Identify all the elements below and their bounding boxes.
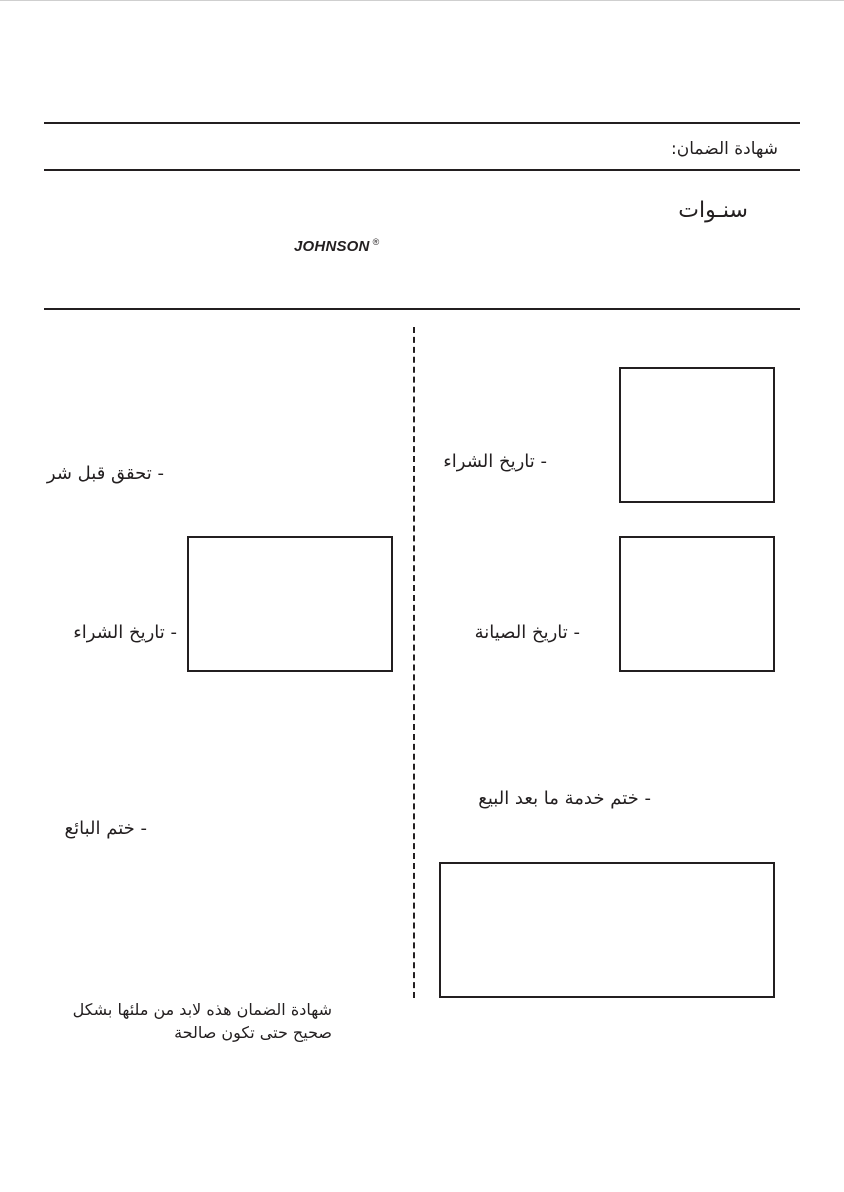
after-sales-stamp-label: - ختم خدمة ما بعد البيع — [478, 788, 651, 809]
right-purchase-date-box[interactable] — [619, 367, 775, 503]
column-divider — [413, 327, 415, 998]
left-purchase-date-label: - تاريخ الشراء — [73, 622, 177, 643]
header-top-rule — [44, 122, 800, 124]
footer-note-line-2: صحيح حتى تكون صالحة — [174, 1023, 332, 1042]
left-purchase-date-box[interactable] — [187, 536, 393, 672]
registered-mark: ® — [372, 237, 380, 247]
maintenance-date-label: - تاريخ الصيانة — [474, 622, 580, 643]
section-rule — [44, 308, 800, 310]
footer-note-line-1: شهادة الضمان هذه لابد من ملئها بشكل — [72, 1000, 332, 1019]
page-top-border — [0, 0, 844, 1]
footer-note — [32, 998, 332, 1044]
header-bottom-rule — [44, 169, 800, 171]
warranty-title: شهادة الضمان: — [670, 139, 778, 159]
years-label: سنـوات — [678, 198, 748, 223]
check-before-purchase-label: - تحقق قبل شر — [46, 463, 164, 484]
after-sales-stamp-box[interactable] — [439, 862, 775, 998]
maintenance-date-box[interactable] — [619, 536, 775, 672]
right-purchase-date-label: - تاريخ الشراء — [443, 451, 547, 472]
brand-logo — [294, 237, 379, 255]
seller-stamp-label: - ختم البائع — [64, 818, 147, 839]
brand-name: JOHNSON — [294, 238, 370, 255]
